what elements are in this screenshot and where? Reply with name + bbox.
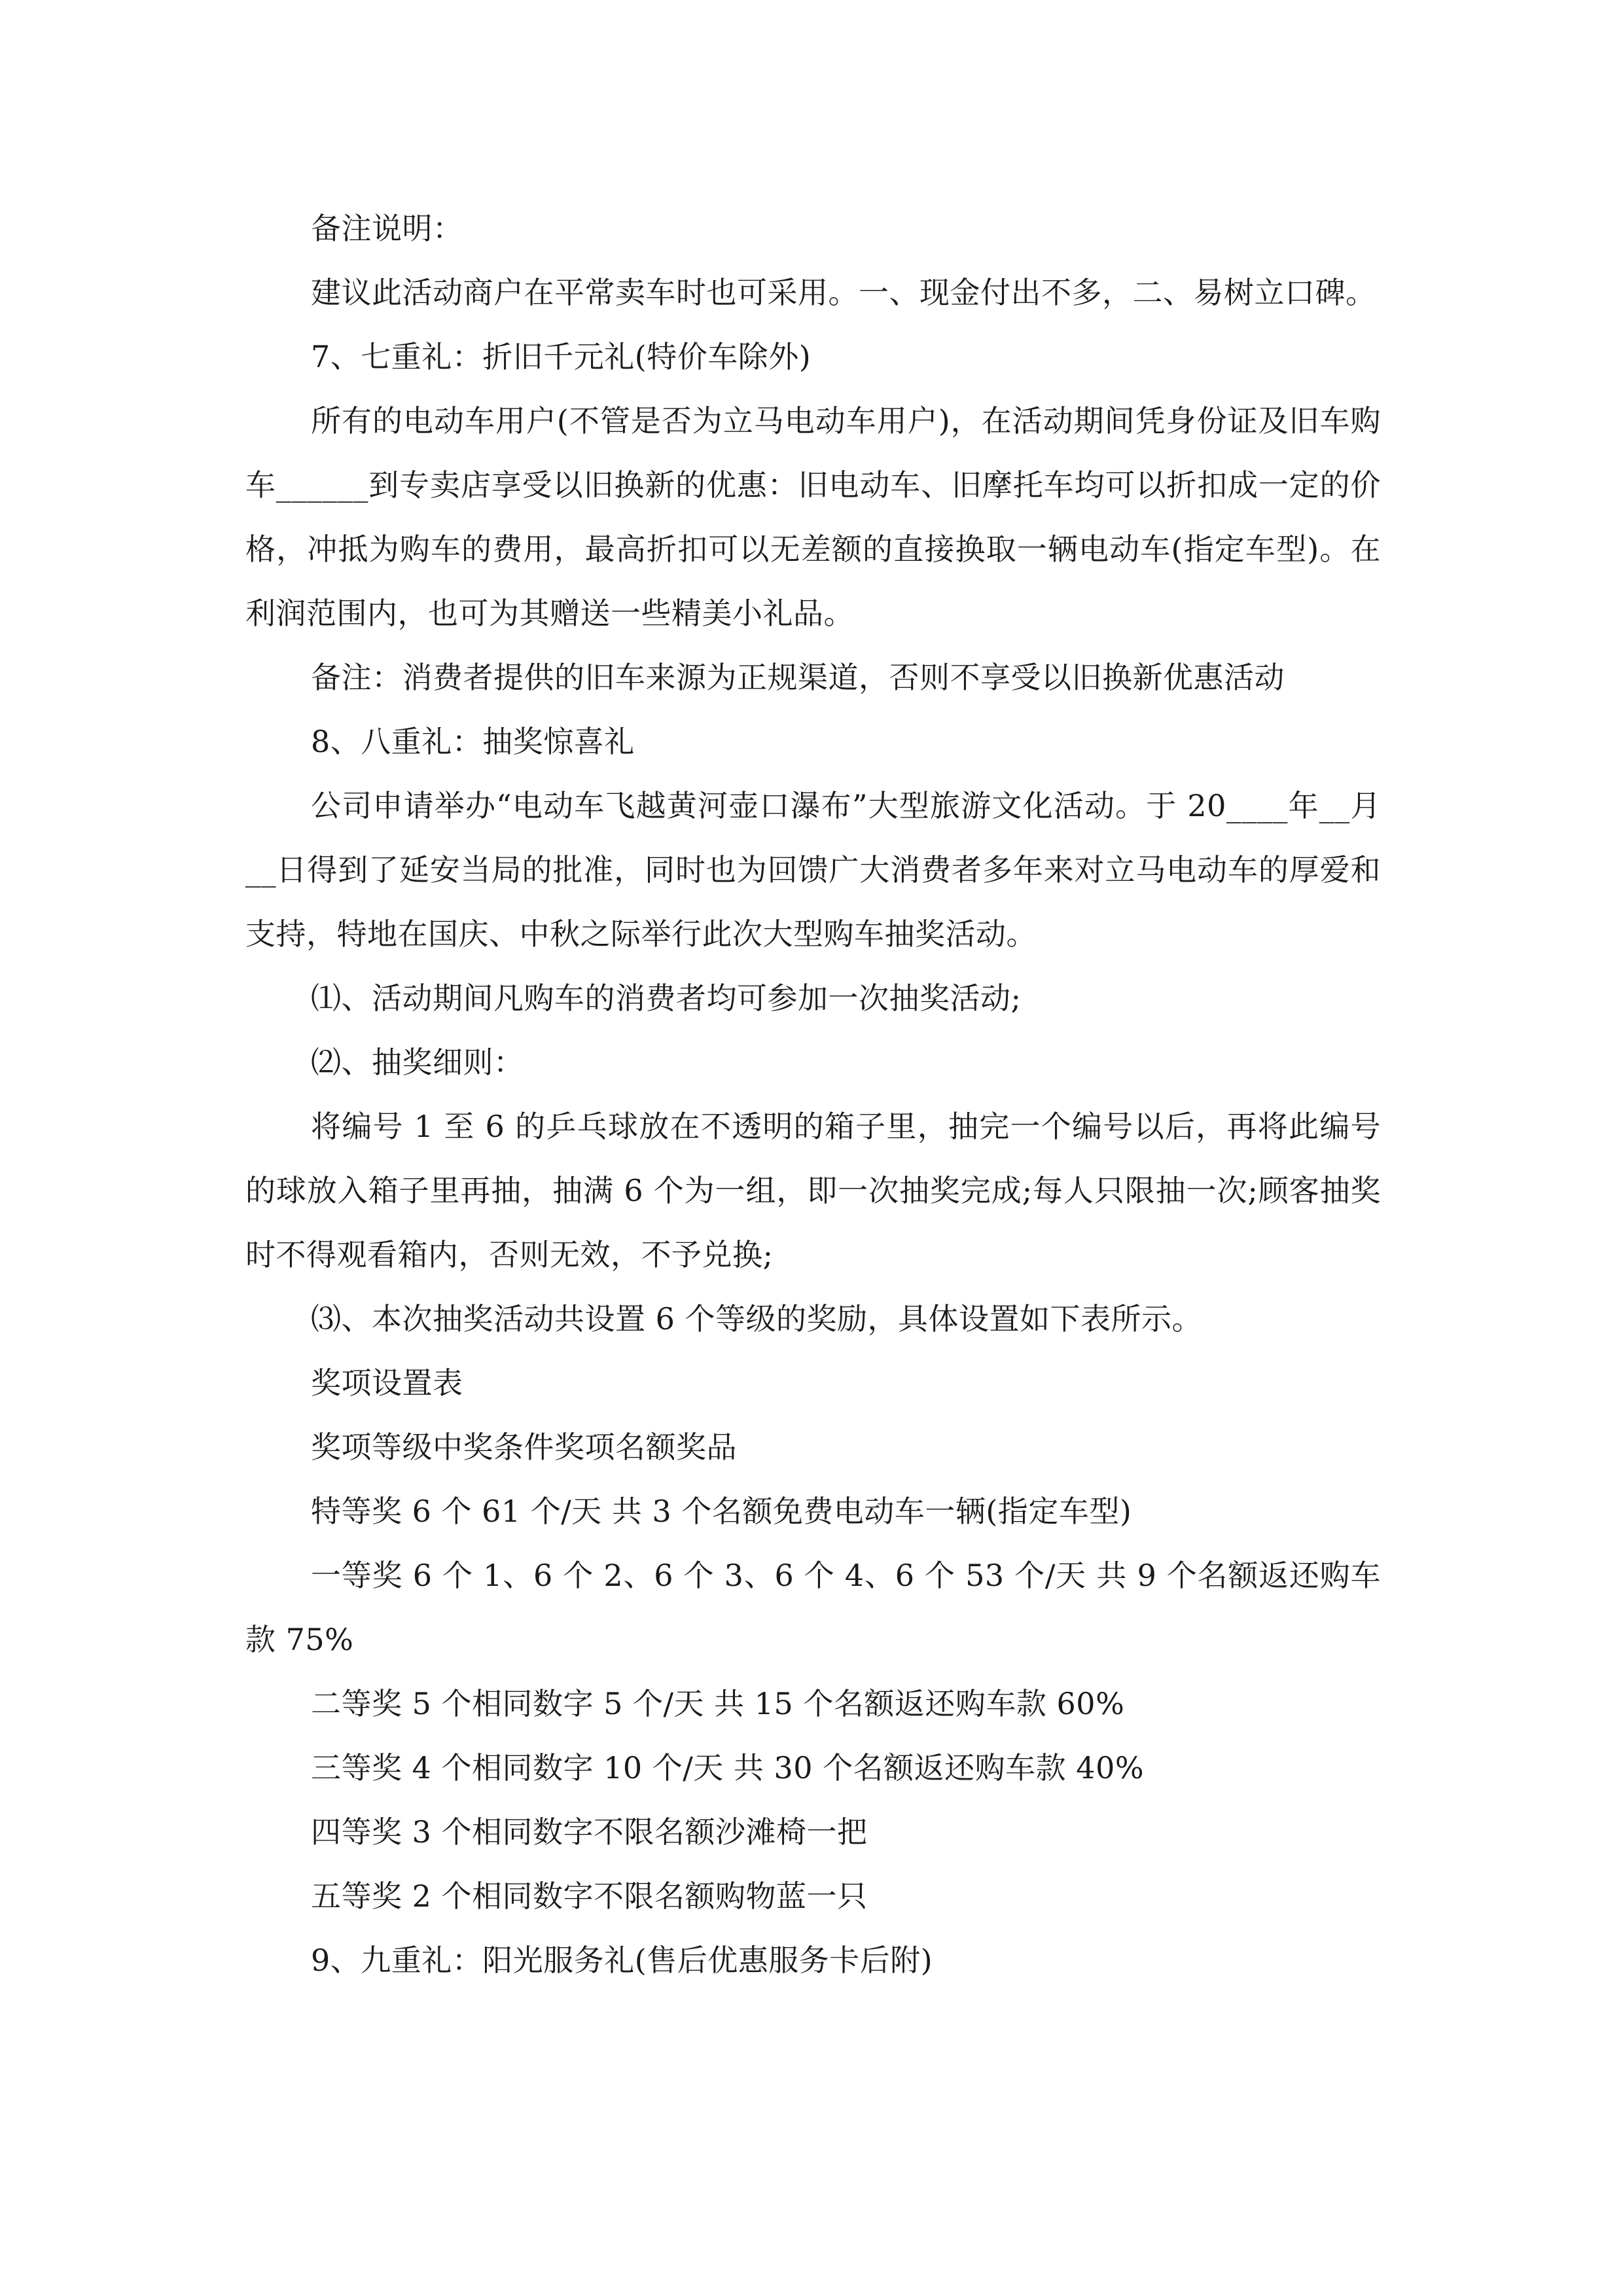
note-heading: 备注说明： — [311, 211, 463, 246]
prize-row-fourth: 四等奖 3 个相同数字不限名额沙滩椅一把 — [311, 1814, 868, 1850]
prize-table-title: 奖项设置表 — [311, 1365, 463, 1401]
section-9-heading: 9、九重礼：阳光服务礼(售后优惠服务卡后附) — [311, 1943, 933, 1978]
prize-row-fifth: 五等奖 2 个相同数字不限名额购物蓝一只 — [311, 1878, 868, 1914]
prize-row-third: 三等奖 4 个相同数字 10 个/天 共 30 个名额返还购车款 40% — [311, 1750, 1145, 1785]
prize-row-second: 二等奖 5 个相同数字 5 个/天 共 15 个名额返还购车款 60% — [311, 1686, 1125, 1721]
section-8-paragraph: 公司申请举办“电动车飞越黄河壶口瀑布”大型旅游文化活动。于 20____年__月__日得到了延安当局的批准，同时也为回馈广大消费者多年来对立马电动车的厚爱和支持，特地在国庆、中秋之际举行此次大型购车抽奖活动。 — [245, 788, 1381, 952]
prize-table-header: 奖项等级中奖条件奖项名额奖品 — [311, 1429, 737, 1465]
section-7-paragraph: 所有的电动车用户(不管是否为立马电动车用户)，在活动期间凭身份证及旧车购车______到专卖店享受以旧换新的优惠：旧电动车、旧摩托车均可以折扣成一定的价格，冲抵为购车的费用，最高折扣可以无差额的直接换取一辆电动车(指定车型)。在利润范围内，也可为其赠送一些精美小礼品。 — [245, 403, 1381, 631]
rule-item-3: ⑶、本次抽奖活动共设置 6 个等级的奖励，具体设置如下表所示。 — [311, 1301, 1203, 1336]
section-8-heading: 8、八重礼：抽奖惊喜礼 — [311, 724, 635, 759]
document-body — [245, 196, 1381, 1992]
rule-item-2: ⑵、抽奖细则： — [311, 1045, 524, 1080]
prize-row-special: 特等奖 6 个 61 个/天 共 3 个名额免费电动车一辆(指定车型) — [311, 1494, 1132, 1529]
section-7-heading: 7、七重礼：折旧千元礼(特价车除外) — [311, 339, 812, 374]
note-paragraph: 建议此活动商户在平常卖车时也可采用。一、现金付出不多，二、易树立口碑。 — [311, 275, 1376, 310]
rule-item-1: ⑴、活动期间凡购车的消费者均可参加一次抽奖活动; — [311, 980, 1022, 1016]
prize-row-first: 一等奖 6 个 1、6 个 2、6 个 3、6 个 4、6 个 53 个/天 共 9 个名额返还购车款 75% — [245, 1558, 1381, 1657]
lottery-rules-paragraph: 将编号 1 至 6 的乒乓球放在不透明的箱子里，抽完一个编号以后，再将此编号的球放入箱子里再抽，抽满 6 个为一组，即一次抽奖完成;每人只限抽一次;顾客抽奖时不得观看箱内，否则无效，不予兑换; — [245, 1109, 1381, 1272]
section-7-note: 备注：消费者提供的旧车来源为正规渠道，否则不享受以旧换新优惠活动 — [311, 660, 1285, 695]
